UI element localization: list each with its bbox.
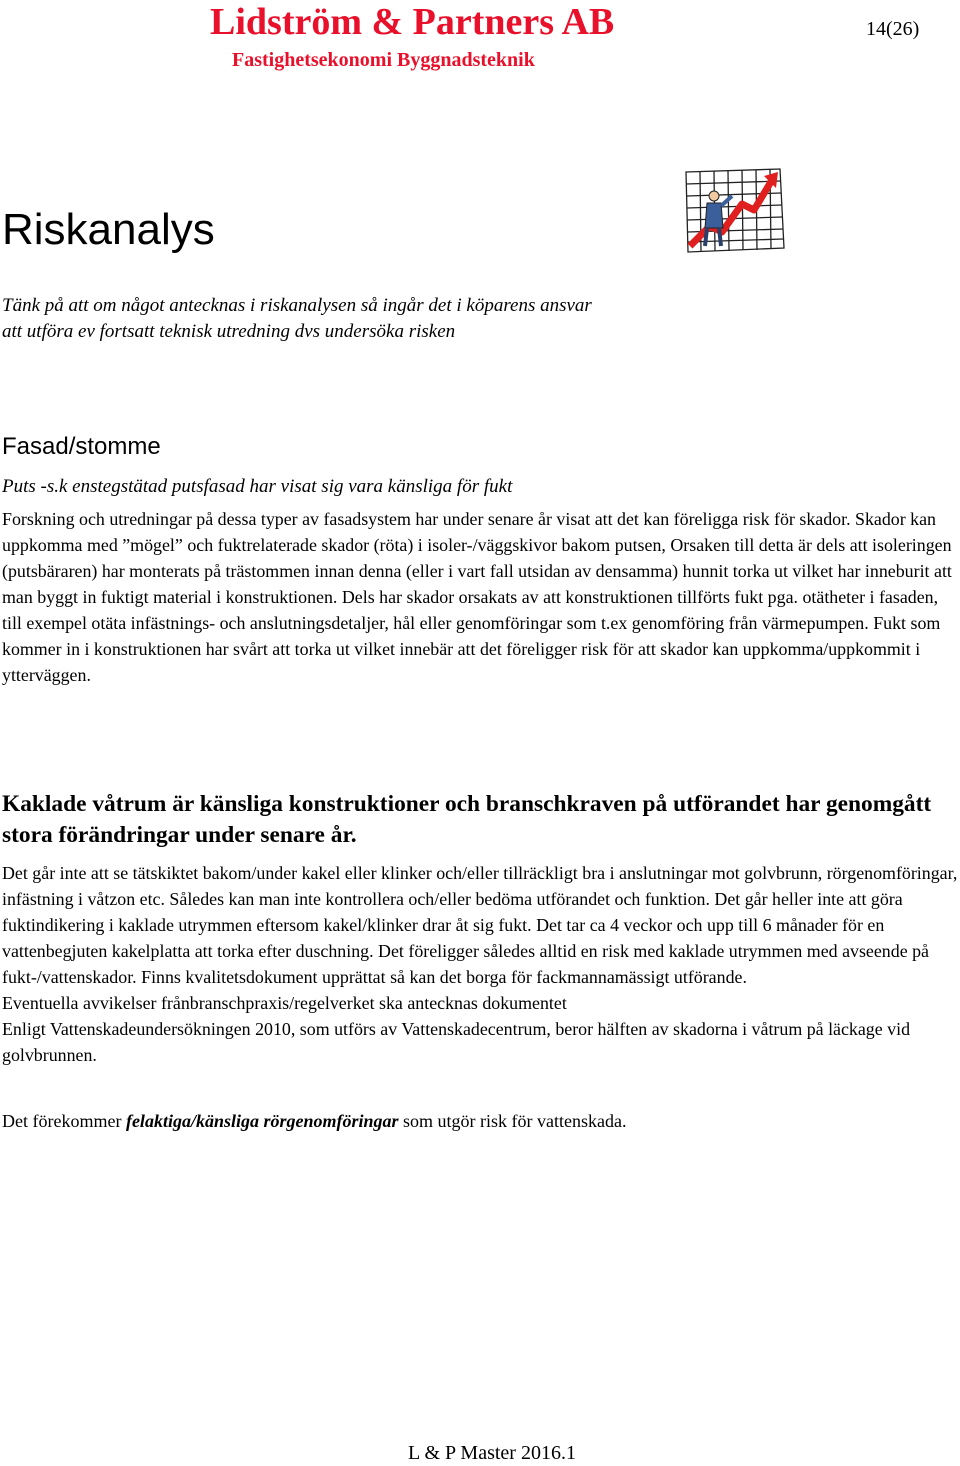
emphasis-rorgenomforingar: felaktiga/känsliga rörgenomföringar [125,1111,399,1131]
page-number: 14(26) [866,18,920,40]
paragraph-vatrum-main: Det går inte att se tätskiktet bakom/under kakel eller klinker och/eller tillräckligt bra i anslutningar mot golvbrunn, rörgenomföringar, infästning i våtzon etc. Således kan man inte kontrollera och/eller bedöma utförandet och funktion. Det går heller inte att göra fuktindikering i kaklade utrymmen eftersom kakel/klinker drar åt sig fukt. Det tar ca 4 veckor och upp till 6 månader för en vattenbegjuten kakelplatta att torka efter duschning. Det föreligger således alltid en risk med kaklade utrymmen med avseende på fukt-/vattenskador. Finns kvalitetsdokument upprättat så kan det borga för fackmannamässigt utförande. [2,863,958,987]
paragraph-rorgenomforingar [2,1108,958,1134]
businessman-rising-chart-icon [680,166,788,254]
section-heading-vatrum: Kaklade våtrum är känsliga konstruktioner och branschkraven på utförandet har genomgått stora förändringar under senare år. [2,791,932,848]
section-heading-fasad: Fasad/stomme [2,433,161,460]
footer-version: L & P Master 2016.1 [408,1442,576,1464]
text-post: som utgör risk för vattenskada. [398,1111,627,1131]
company-name: Lidström & Partners AB [210,1,615,43]
subheading-puts: Puts -s.k enstegstätad putsfasad har visat sig vara känsliga för fukt [2,476,513,497]
paragraph-vatrum-avvikelser: Eventuella avvikelser frånbranschpraxis/regelverket ska antecknas dokumentet [2,993,567,1013]
paragraph-fasad: Forskning och utredningar på dessa typer av fasadsystem har under senare år visat att det kan föreligga risk för skador. Skador kan uppkomma med ”mögel” och fuktrelaterade skador (röta) i isoler-/väggskivor bakom putsen, Orsaken till detta är dels att isoleringen (putsbäraren) har monterats på trästommen innan denna (eller i vart fall utsidan av densamma) hunnit torka ut vilket har inneburit att man byggt in fuktigt material i konstruktionen. Dels har skador orsakats av att konstruktionen tillförts fukt pga. otätheter i fasaden, till exempel otäta infästnings- och anslutningsdetaljer, hål eller genomföringar som t.ex genomföring från värmepumpen. Fukt som kommer in i konstruktionen har svårt att torka ut vilket innebär att det föreligger risk för att skador kan uppkomma/uppkommit i ytterväggen. [2,509,952,685]
text-pre: Det förekommer [2,1111,126,1131]
paragraph-vatrum-statistik: Enligt Vattenskadeundersökningen 2010, som utförs av Vattenskadecentrum, beror hälften av skadorna i våtrum på läckage vid golvbrunnen. [2,1019,911,1065]
company-subtitle: Fastighetsekonomi Byggnadsteknik [232,49,535,71]
paragraph-vatrum [2,860,958,1068]
intro-note: Tänk på att om något antecknas i riskanalysen så ingår det i köparens ansvar att utföra ev fortsatt teknisk utredning dvs undersöka risken [2,295,592,342]
page-title: Riskanalys [2,205,215,254]
